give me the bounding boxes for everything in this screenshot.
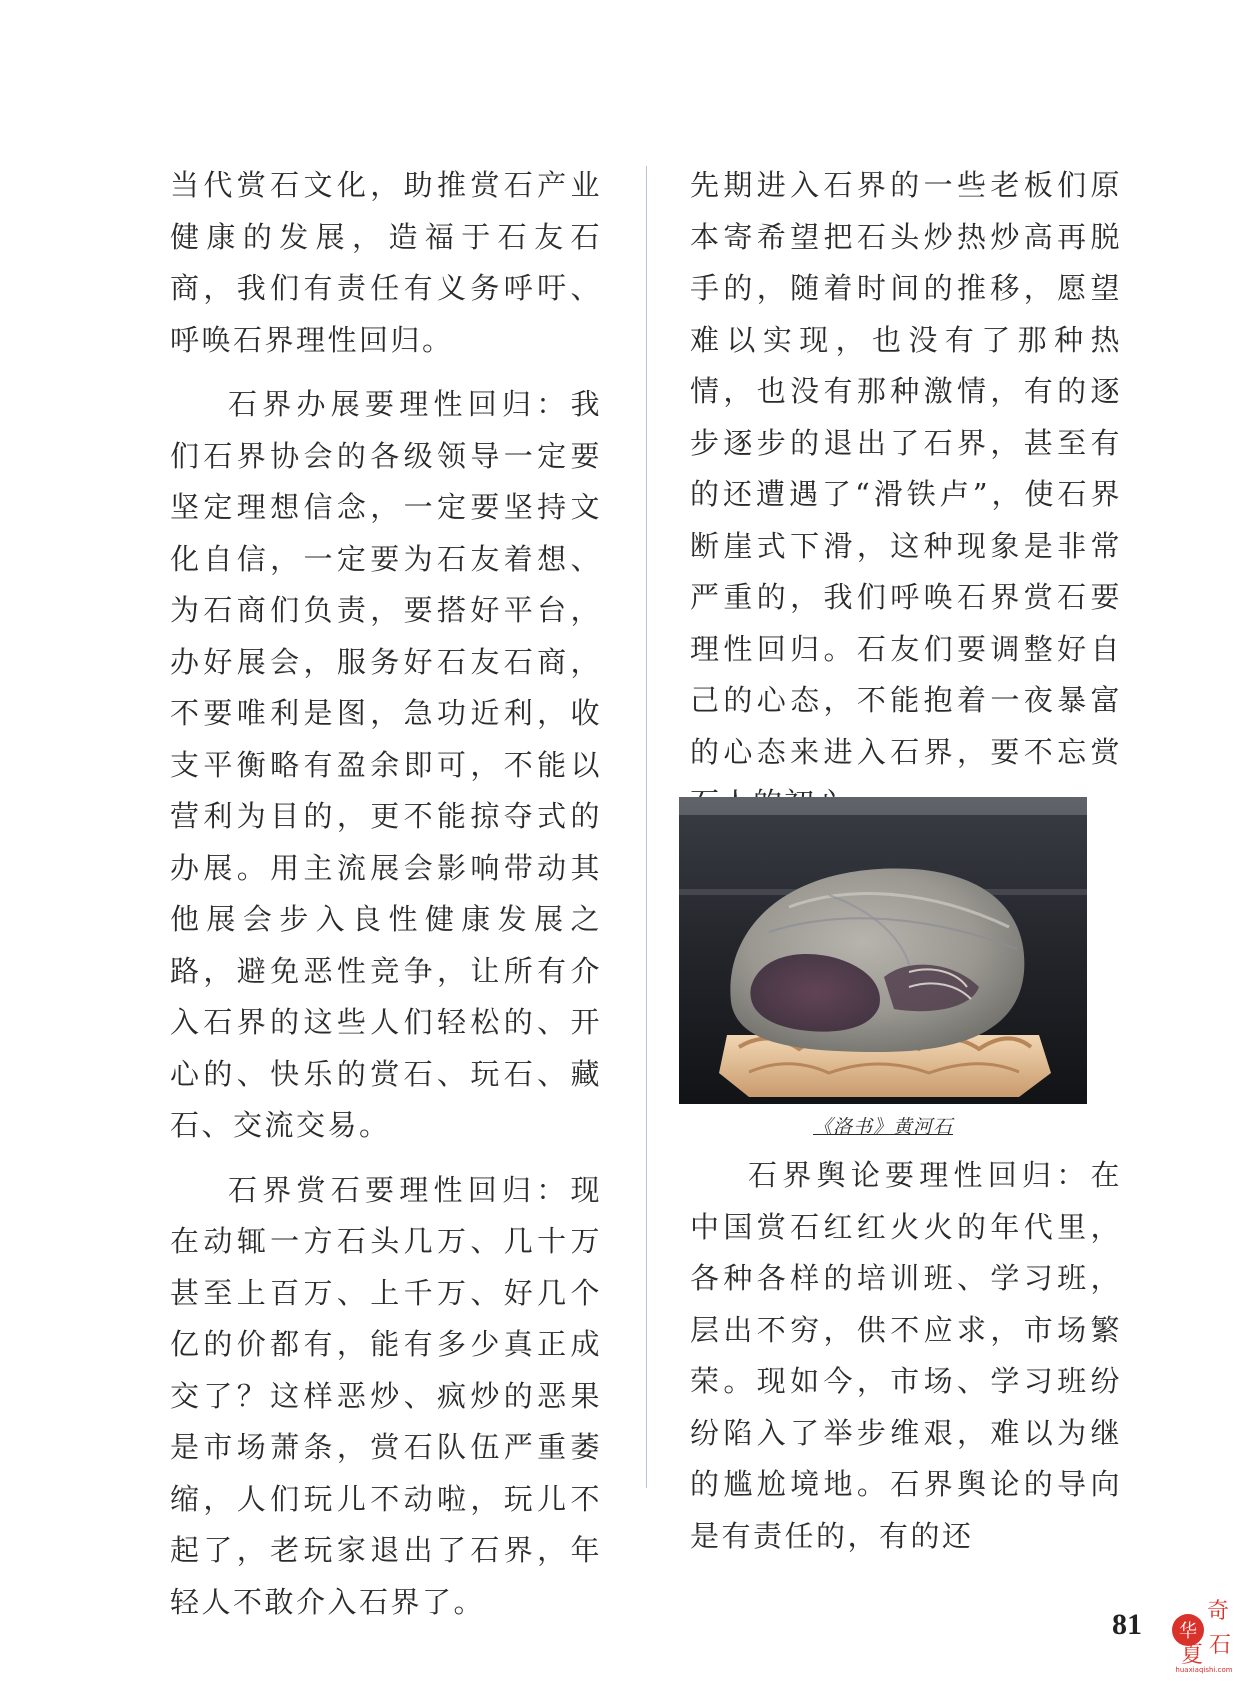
- column-divider: [646, 166, 647, 1488]
- logo-char-xia: 夏: [1180, 1643, 1204, 1668]
- right-column-bottom: [690, 1150, 1122, 1562]
- logo-char-shi: 石: [1208, 1633, 1232, 1658]
- figure-caption: 《洛书》黄河石: [812, 1116, 953, 1138]
- left-column: [170, 160, 602, 1628]
- paragraph-public-opinion: 石界舆论要理性回归：在中国赏石红红火火的年代里，各种各样的培训班、学习班，层出不穷，供不应求，市场繁荣。现如今，市场、学习班纷纷陷入了举步维艰，难以为继的尴尬境地。石界舆论的导向是有责任的，有的还: [690, 1158, 1122, 1553]
- stone-photo: [679, 797, 1087, 1104]
- paragraph-continuation: 先期进入石界的一些老板们原本寄希望把石头炒热炒高再脱手的，随着时间的推移，愿望难以实现，也没有了那种热情，也没有那种激情，有的逐步逐步的退出了石界，甚至有的还遭遇了“滑铁卢”，使石界断崖式下滑，这种现象是非常严重的，我们呼唤石界赏石要理性回归。石友们要调整好自己的心态，不能抱着一夜暴富的心态来进入石界，要不忘赏: [690, 168, 1122, 769]
- logo-char-hua: 华: [1179, 1621, 1197, 1642]
- page-number: 81: [1112, 1608, 1142, 1641]
- site-logo: [1170, 1590, 1238, 1674]
- right-column-top: [690, 160, 1122, 830]
- paragraph-appreciation: 石界赏石要理性回归：现在动辄一方石头几万、几十万甚至上百万、上千万、好几个亿的价都有，能有多少真正成交了？这样恶炒、疯炒的恶果是市场萧条，赏石队伍严重萎缩，人们玩儿不动啦，玩儿不起了，老玩家退出了石界，年轻人不敢介入石界了。: [170, 1172, 602, 1619]
- logo-url: huaxiaqishi.com: [1175, 1666, 1233, 1674]
- logo-char-qi: 奇: [1206, 1599, 1230, 1624]
- paragraph-intro: 当代赏石文化，助推赏石产业健康的发展，造福于石友石商，我们有责任有义务呼吁、呼唤石界理性回归。: [170, 168, 602, 357]
- paragraph-exhibition: 石界办展要理性回归：我们石界协会的各级领导一定要坚定理想信念，一定要坚持文化自信，一定要为石友着想、为石商们负责，要搭好平台，办好展会，服务好石友石商，不要唯利是图，急功近利，收支平衡略有盈余即可，不能以营利为目的，更不能掠夺式的办展。用主流展会影响带动其他展会步入良性健康发展之路，避免恶性竞争，让所有介入石界的这些人们轻松的、开心的、快乐的赏石、玩石、藏石、交流交易。: [170, 387, 602, 1142]
